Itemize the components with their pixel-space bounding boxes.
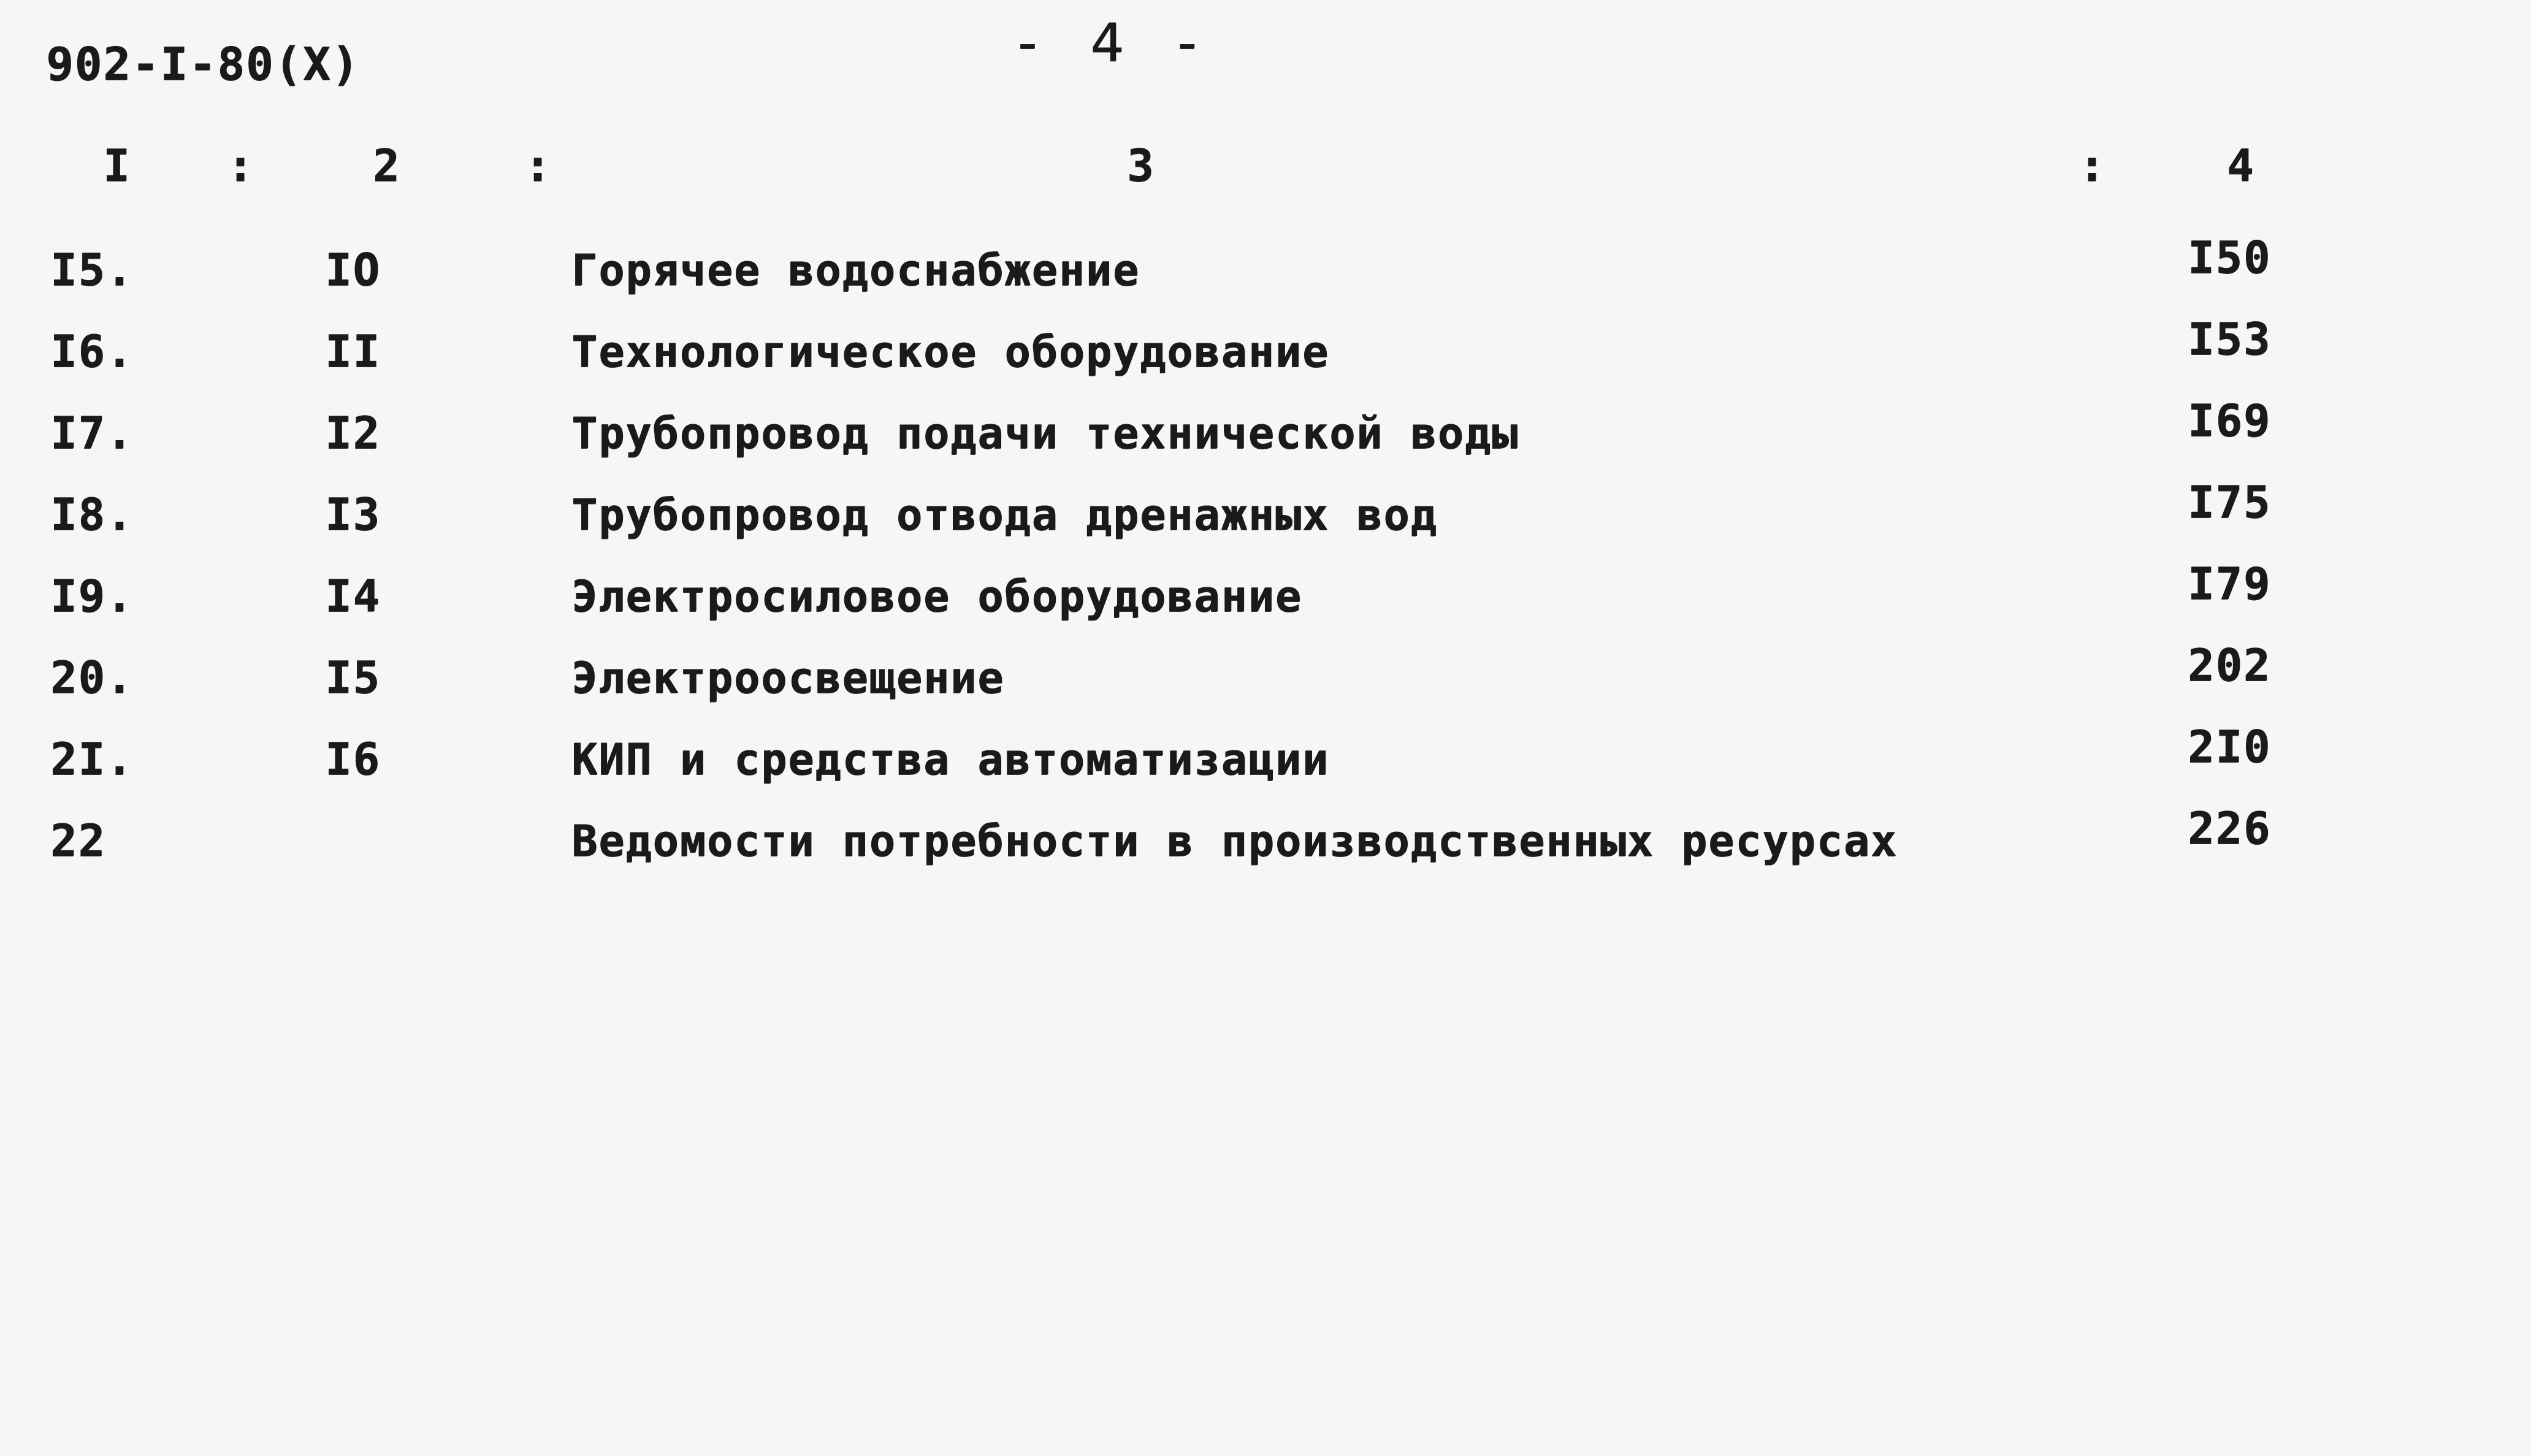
- row-number: I9.: [50, 570, 134, 622]
- column-separator-2: :: [524, 140, 552, 191]
- row-page: I69: [2188, 395, 2272, 446]
- row-title: Горячее водоснабжение: [571, 245, 1140, 295]
- row-title: Электросиловое оборудование: [571, 571, 1302, 622]
- row-title: Трубопровод отвода дренажных вод: [571, 490, 1438, 540]
- column-separator-1: :: [227, 140, 255, 191]
- row-title: КИП и средства автоматизации: [571, 734, 1330, 785]
- row-page: 2I0: [2188, 721, 2272, 772]
- column-header-1: I: [103, 140, 131, 191]
- row-number: I5.: [50, 244, 134, 295]
- row-section: IO: [325, 244, 381, 295]
- column-header-4: 4: [2227, 140, 2255, 191]
- row-section: I4: [325, 570, 381, 622]
- column-header-2: 2: [373, 140, 401, 191]
- row-number: 20.: [50, 652, 134, 703]
- row-section: II: [325, 326, 381, 377]
- page-number: - 4 -: [1018, 12, 1215, 74]
- row-number: I7.: [50, 407, 134, 459]
- row-number: 22: [50, 815, 106, 866]
- row-title: Технологическое оборудование: [571, 327, 1330, 377]
- row-section: I3: [325, 489, 381, 540]
- row-page: 202: [2188, 639, 2272, 691]
- column-separator-3: :: [2079, 140, 2107, 191]
- row-number: I8.: [50, 489, 134, 540]
- row-page: 226: [2188, 802, 2272, 854]
- column-header-3: 3: [1127, 140, 1155, 191]
- row-section: I6: [325, 733, 381, 785]
- row-number: I6.: [50, 326, 134, 377]
- row-page: I50: [2188, 232, 2272, 283]
- row-title: Трубопровод подачи технической воды: [571, 408, 1519, 459]
- row-title: Электроосвещение: [571, 653, 1005, 703]
- row-title: Ведомости потребности в производственных ресурсах: [571, 816, 1898, 866]
- row-page: I53: [2188, 313, 2272, 365]
- row-page: I75: [2188, 476, 2272, 528]
- document-code: 902-I-80(X): [46, 38, 361, 91]
- row-section: I5: [325, 652, 381, 703]
- row-number: 2I.: [50, 733, 134, 785]
- row-section: I2: [325, 407, 381, 459]
- row-page: I79: [2188, 558, 2272, 609]
